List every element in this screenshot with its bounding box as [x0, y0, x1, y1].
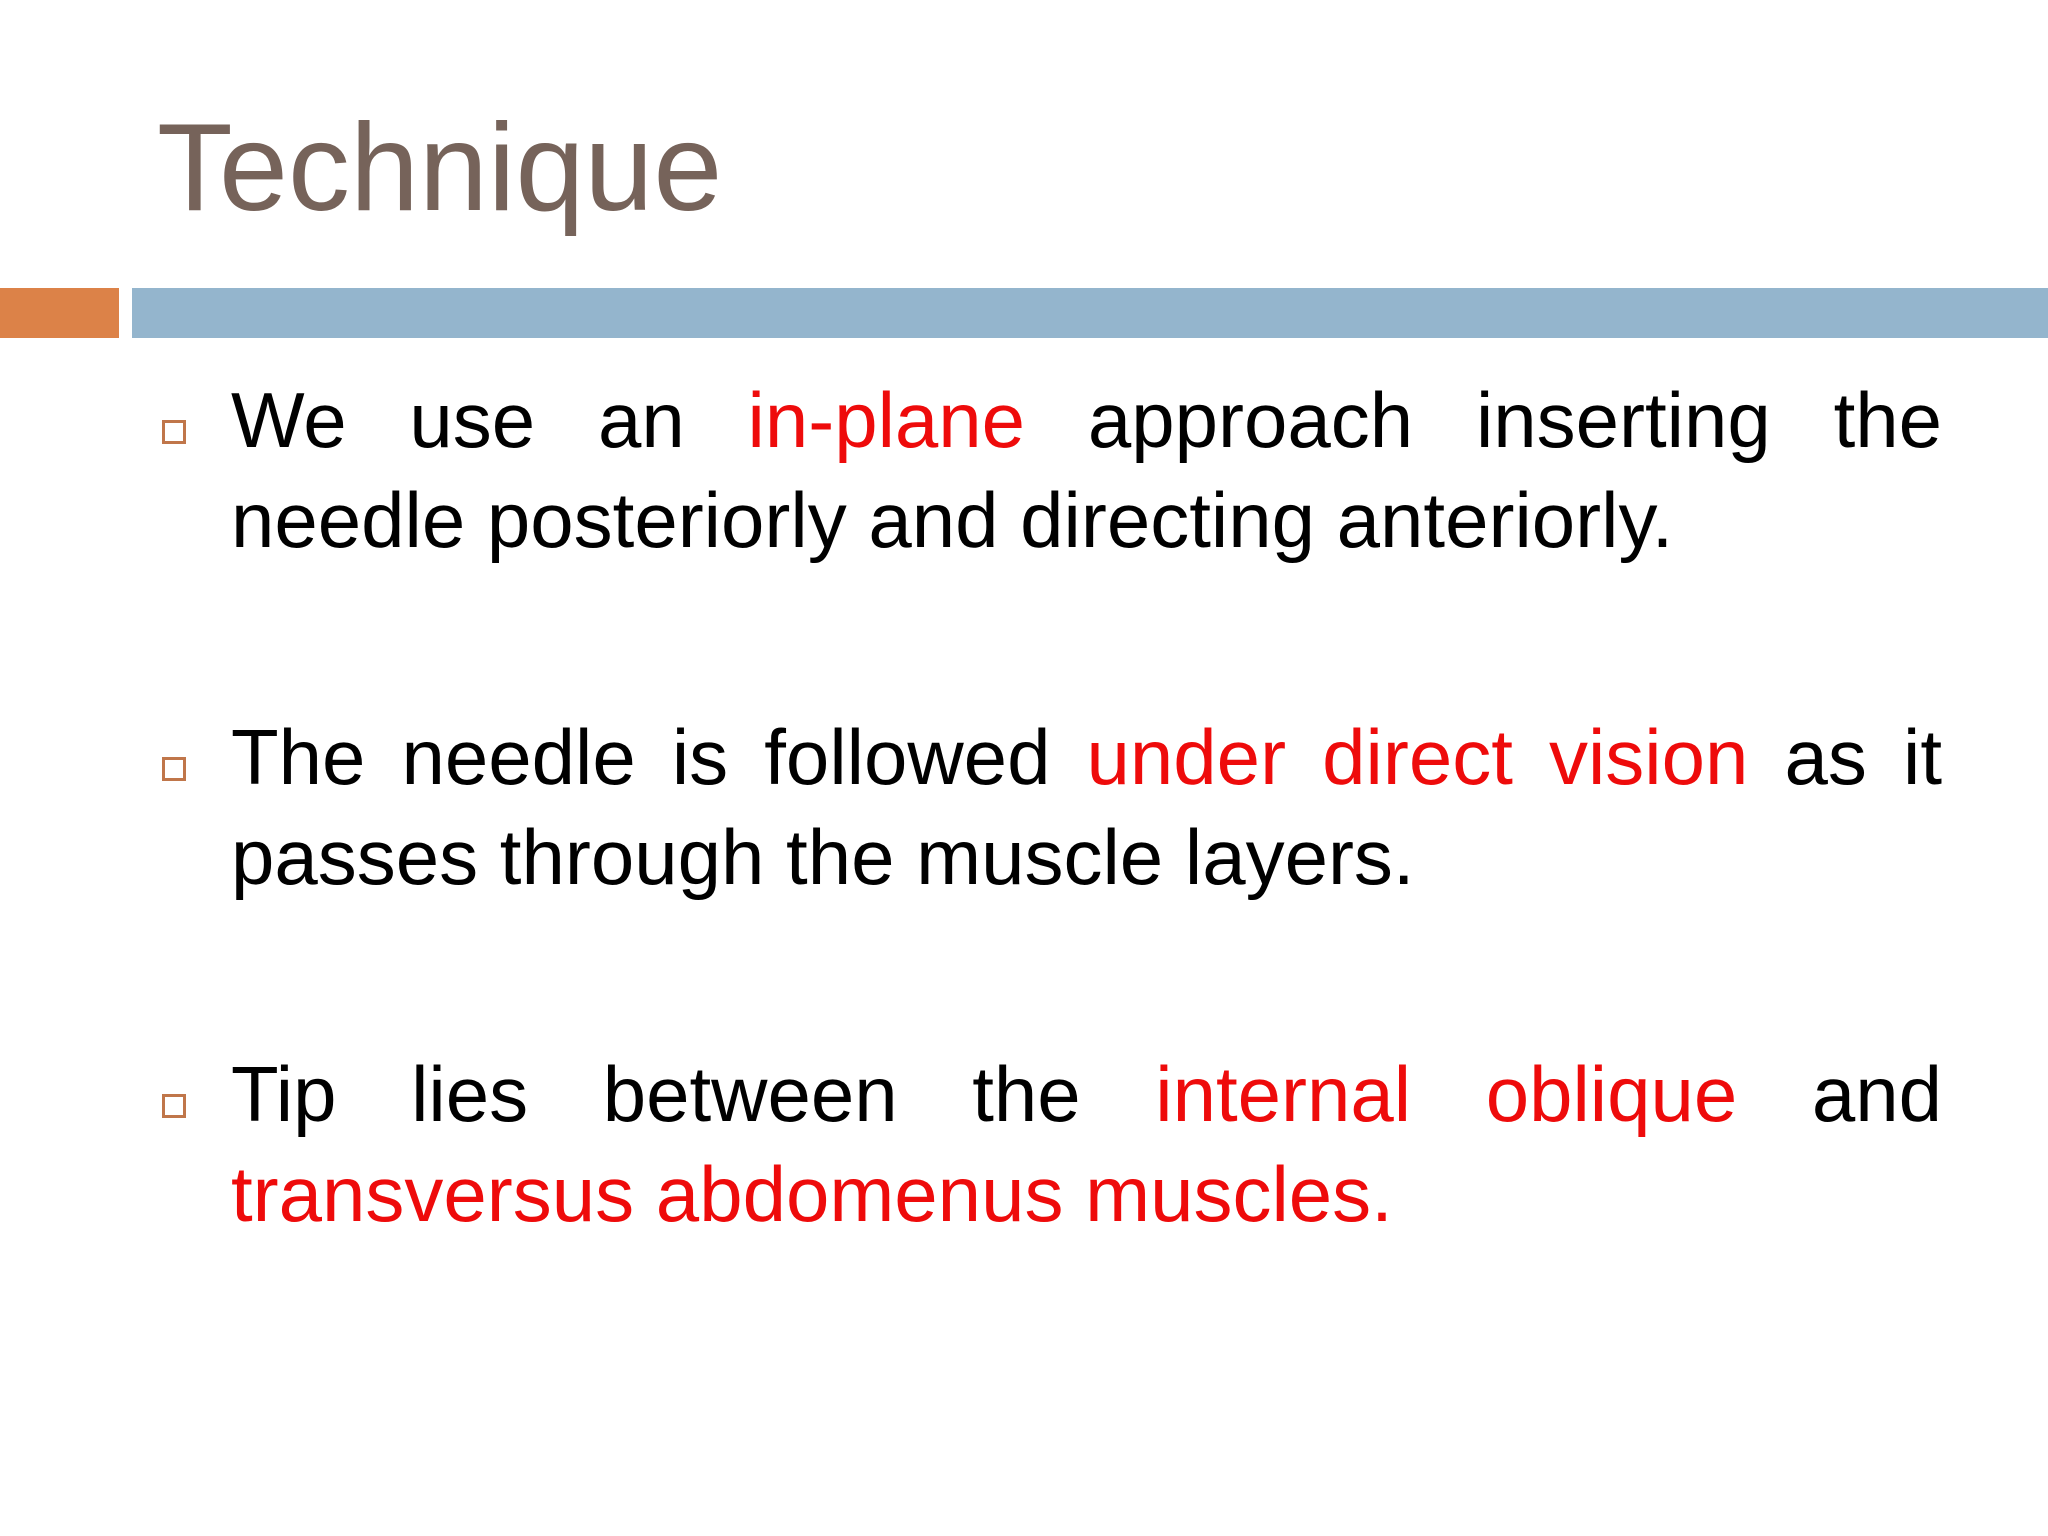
bullet-3-text-a: Tip lies between the: [231, 1050, 1156, 1138]
bullet-2-highlight-direct-vision: under direct vision: [1086, 713, 1749, 801]
bullet-2-text-a: The needle is followed: [231, 713, 1087, 801]
square-bullet-icon: [162, 420, 186, 444]
square-bullet-icon: [162, 1094, 186, 1118]
bullet-3-text-b: and: [1737, 1050, 1943, 1138]
bullet-item-2: [158, 707, 1942, 907]
bullet-item-1: [158, 370, 1942, 570]
bullet-list: [158, 370, 1942, 1244]
bullet-3-highlight-transversus: transversus abdomenus muscles.: [231, 1150, 1393, 1238]
bullet-item-3: [158, 1044, 1942, 1244]
slide-title: Technique: [157, 99, 723, 237]
bullet-1-text-a: We use an: [231, 376, 748, 464]
bullet-1-highlight-in-plane: in-plane: [747, 376, 1026, 464]
orange-accent-bar: [0, 288, 119, 338]
square-bullet-icon: [162, 757, 186, 781]
bullet-2-text-b: as it passes through the muscle layers.: [231, 713, 1942, 901]
bullet-1-text-b: approach inserting the needle posteriorly and directing anteriorly.: [231, 376, 1942, 564]
blue-accent-bar: [132, 288, 2048, 338]
bullet-3-highlight-internal-oblique: internal oblique: [1155, 1050, 1738, 1138]
